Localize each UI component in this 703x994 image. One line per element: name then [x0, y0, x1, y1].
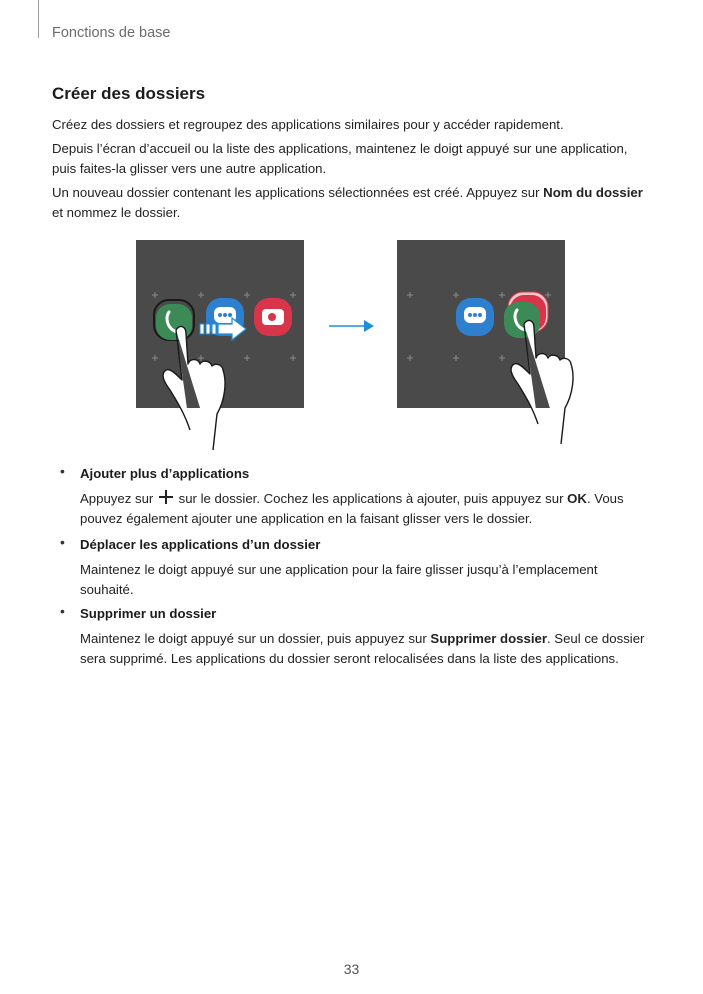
bullet-3-symbol: • [60, 603, 65, 619]
header-rule [38, 0, 39, 38]
delete-folder-label: Supprimer dossier [430, 631, 547, 646]
bullet-1-text-a: Appuyez sur [80, 491, 157, 506]
paragraph-3-text: Un nouveau dossier contenant les applications sélectionnées est créé. Appuyez sur [52, 185, 544, 200]
bullet-3-body [80, 629, 650, 669]
bullet-1-symbol: • [60, 463, 65, 479]
illustration-svg [136, 240, 596, 450]
bullet-2-body: Maintenez le doigt appuyé sur une application pour la faire glisser jusqu’à l’emplacement souhaité. [80, 562, 598, 597]
paragraph-3-end: et nommez le dossier. [52, 205, 181, 220]
paragraph-3 [52, 183, 652, 223]
bullet-3-text-b: . Seul ce dossier sera supprimé. Les applications du dossier seront relocalisées dans la liste des applications. [80, 631, 645, 666]
header-title: Fonctions de base [52, 25, 171, 41]
page-number: 33 [343, 961, 360, 977]
section-title: Créer des dossiers [52, 84, 206, 103]
paragraph-2: Depuis l’écran d’accueil ou la liste des applications, maintenez le doigt appuyé sur une application, puis faites-la glisser vers une autre application. [52, 141, 628, 176]
arrow-icon [329, 320, 374, 332]
bullet-2-symbol: • [60, 534, 65, 550]
plus-icon [159, 490, 173, 504]
bullet-2-title: Déplacer les applications d’un dossier [80, 537, 321, 552]
ok-label: OK [567, 491, 587, 506]
bullet-3-text-a: Maintenez le doigt appuyé sur un dossier, puis appuyez sur [80, 631, 431, 646]
bullet-1-title: Ajouter plus d’applications [80, 466, 250, 481]
bullet-1-body [80, 489, 650, 529]
bullet-1-text-c: . Vous pouvez également ajouter une application en la faisant glisser vers le dossier. [80, 491, 624, 526]
paragraph-1: Créez des dossiers et regroupez des applications similaires pour y accéder rapidement. [52, 117, 564, 132]
bullet-1-text-b: sur le dossier. Cochez les applications à ajouter, puis appuyez sur [174, 491, 568, 506]
folder-illustration [136, 240, 596, 450]
bullet-3-title: Supprimer un dossier [80, 606, 217, 621]
folder-name-label: Nom du dossier [543, 185, 643, 200]
